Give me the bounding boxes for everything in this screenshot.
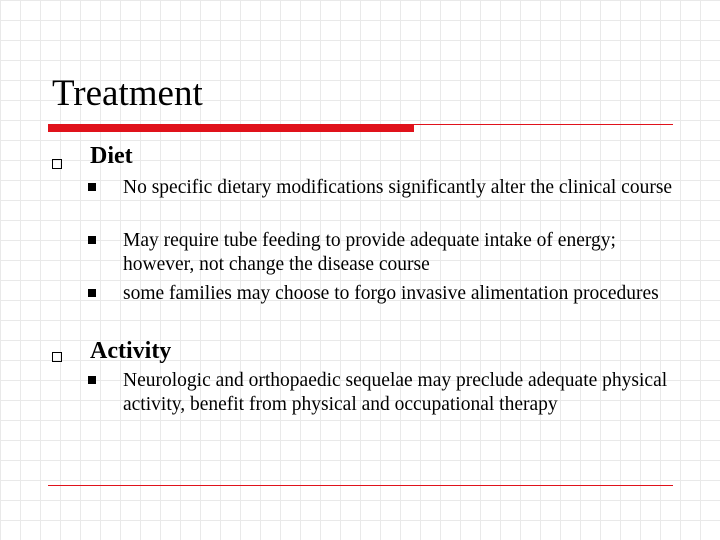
hollow-square-bullet-icon	[52, 159, 62, 169]
sub-bullet-text: Neurologic and orthopaedic sequelae may preclude adequate physical activity, benefit from physical and occupational therapy	[123, 370, 668, 415]
sub-bullet-text: some families may choose to forgo invasive alimentation procedures	[123, 283, 659, 304]
sub-bullet-text: May require tube feeding to provide adequate intake of energy; however, not change the disease course	[123, 230, 616, 275]
filled-square-bullet-icon	[88, 289, 96, 297]
slide-title: Treatment	[52, 73, 203, 114]
filled-square-bullet-icon	[88, 183, 96, 191]
filled-square-bullet-icon	[88, 376, 96, 384]
hollow-square-bullet-icon	[52, 352, 62, 362]
title-underline-thick	[48, 124, 414, 132]
footer-rule	[48, 485, 673, 486]
filled-square-bullet-icon	[88, 236, 96, 244]
sub-bullet-text: No specific dietary modifications significantly alter the clinical course	[123, 177, 673, 198]
section-heading-activity: Activity	[90, 338, 172, 364]
bullet-diet	[52, 143, 133, 169]
section-heading-diet: Diet	[90, 143, 133, 169]
title-underline-thin	[414, 124, 673, 125]
bullet-activity	[52, 338, 172, 364]
